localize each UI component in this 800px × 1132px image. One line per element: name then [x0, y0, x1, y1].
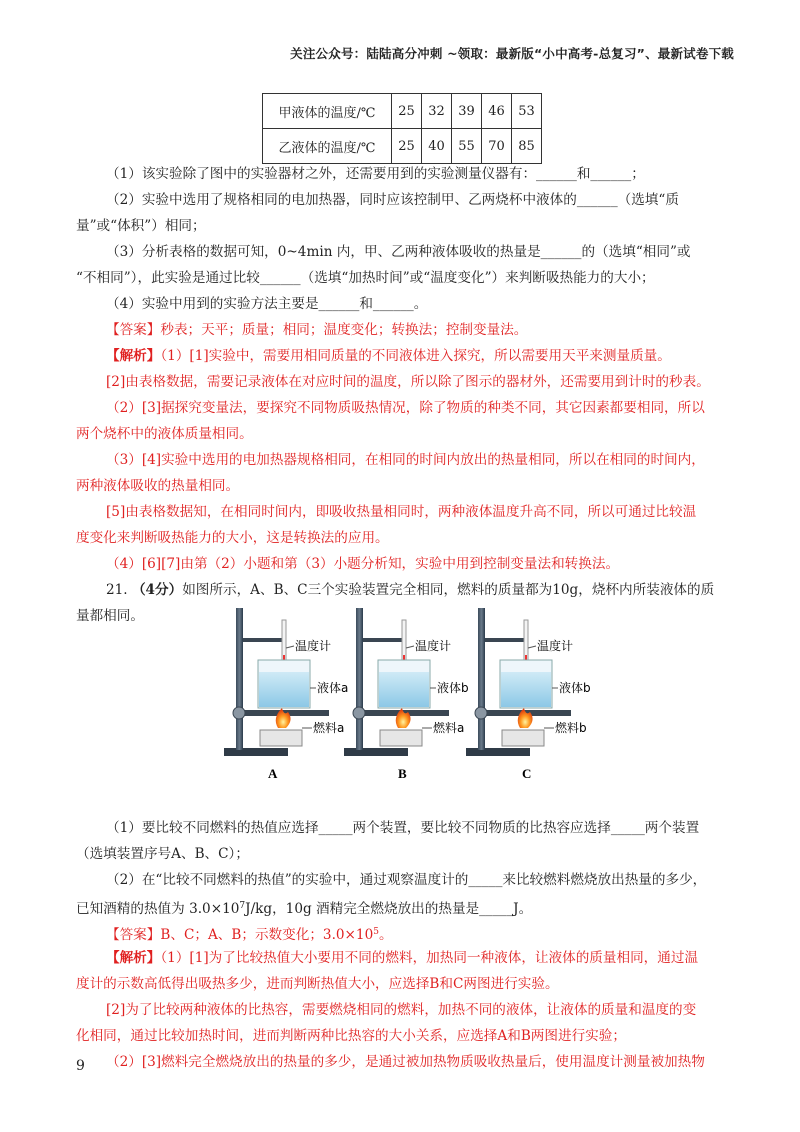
q20-analysis-4-cont: 两种液体吸收的热量相同。	[76, 478, 240, 494]
liquid	[379, 672, 429, 707]
label-thermometer-c: 温度计	[537, 639, 574, 653]
stand-base	[466, 748, 530, 756]
label-liquid-a: 液体a	[317, 681, 349, 695]
q20-part1: （1）该实验除了图中的实验器材之外，还需要用到的实验测量仪器有：______和______；	[106, 166, 645, 182]
analysis-tag: 【解析】	[106, 348, 161, 364]
label-fuel-a: 燃料a	[313, 721, 345, 735]
table-cell: 53	[512, 94, 542, 129]
q20-part4: （4）实验中用到的实验方法主要是______和______。	[106, 296, 428, 312]
label-fuel-b: 燃料a	[433, 721, 465, 735]
q20-analysis-4: （3）[4]实验中选用的电加热器规格相同，在相同的时间内放出的热量相同，所以在相同的时间内，	[106, 452, 705, 468]
clamp-knob	[475, 707, 487, 719]
q21-analysis-1	[106, 948, 698, 968]
q20-answer: 【答案】秒表；天平；质量；相同；温度变化；转换法；控制变量法。	[106, 322, 528, 338]
table-cell: 70	[482, 129, 512, 164]
label-liquid-b: 液体b	[437, 681, 469, 695]
q20-analysis-6: （4）[6][7]由第（2）小题和第（3）小题分析知，实验中用到控制变量法和转换法。	[106, 556, 620, 572]
page-number: 9	[76, 1058, 85, 1074]
table-cell: 55	[452, 129, 482, 164]
q20-analysis-5-cont: 度变化来判断吸热能力的大小，这是转换法的应用。	[76, 530, 389, 546]
stand-rod	[236, 608, 243, 750]
label-thermometer-a: 温度计	[295, 639, 332, 653]
fuel-burner	[380, 730, 422, 746]
clamp-knob	[353, 707, 365, 719]
question-score: （4分）	[131, 582, 183, 598]
table-cell: 乙液体的温度/℃	[263, 129, 392, 164]
fuel-burner	[502, 730, 544, 746]
exponent: 5	[373, 927, 379, 937]
q20-analysis-1	[106, 346, 671, 366]
label-thermometer-b: 温度计	[415, 639, 452, 653]
q21-stem-cont: 量都相同。	[76, 608, 144, 624]
exponent: 7	[239, 901, 246, 911]
q21-analysis-3: （2）[3]燃料完全燃烧放出的热量的多少，是通过被加热物质吸收热量后，使用温度计测量被加热物	[106, 1054, 705, 1070]
fuel-burner	[260, 730, 302, 746]
q20-part3-cont: “不相同”），此实验是通过比较______（选填“加热时间”或“温度变化”）来判断吸热能力的大小；	[76, 270, 655, 286]
label-liquid-c: 液体b	[559, 681, 591, 695]
stand-rod	[356, 608, 363, 750]
q20-part2-cont: 量”或“体积”）相同；	[76, 218, 206, 234]
text-segment: J/kg，10g 酒精完全燃烧放出的热量是_____J。	[245, 901, 533, 917]
stand-base	[224, 748, 288, 756]
q21-part1-cont: （选填装置序号A、B、C）；	[76, 846, 249, 862]
text-segment: 。	[378, 927, 393, 943]
caption-a: A	[268, 766, 278, 781]
analysis-text: （1）[1]实验中，需要用相同质量的不同液体进入探究，所以需要用天平来测量质量。	[160, 348, 671, 364]
question-number: 21.	[106, 582, 128, 598]
clamp-arm	[243, 638, 285, 642]
stand-base	[344, 748, 408, 756]
q20-analysis-3: （2）[3]据探究变量法，要探究不同物质吸热情况，除了物质的种类不同，其它因素都要相同，所以	[106, 400, 705, 416]
text-segment: 【答案】B、C；A、B；示数变化；3.0×10	[106, 927, 374, 943]
q21-answer	[106, 922, 393, 945]
table-cell: 25	[392, 129, 422, 164]
clamp-arm	[485, 638, 527, 642]
label-fuel-c: 燃料b	[555, 721, 587, 735]
table-cell: 40	[422, 129, 452, 164]
table-cell: 甲液体的温度/℃	[263, 94, 392, 129]
question-text: 如图所示，A、B、C三个实验装置完全相同，燃料的质量都为10g，烧杯内所装液体的质	[182, 582, 715, 598]
liquid	[259, 672, 309, 707]
q21-part2: （2）在“比较不同燃料的热值”的实验中，通过观察温度计的_____来比较燃料燃烧放出热量的多少，	[106, 872, 707, 888]
q20-part3: （3）分析表格的数据可知，0~4min 内，甲、乙两种液体吸收的热量是______的（选填“相同”或	[106, 244, 691, 260]
table-cell: 25	[392, 94, 422, 129]
analysis-tag: 【解析】	[106, 950, 161, 966]
q21-analysis-2: [2]为了比较两种液体的比热容，需要燃烧相同的燃料，加热不同的液体，让液体的质量和温度的变	[106, 1002, 697, 1018]
q20-analysis-5: [5]由表格数据知，在相同时间内，即吸收热量相同时，两种液体温度升高不同，所以可通过比较温	[106, 504, 697, 520]
q21-analysis-2-cont: 化相同，通过比较加热时间，进而判断两种比热容的大小关系，应选择A和B两图进行实验；	[76, 1028, 626, 1044]
q20-analysis-2: [2]由表格数据，需要记录液体在对应时间的温度，所以除了图示的器材外，还需要用到计时的秒表。	[106, 374, 710, 390]
q21-analysis-1-cont: 度计的示数高低得出吸热多少，进而判断热值大小，应选择B和C两图进行实验。	[76, 976, 559, 992]
liquid	[501, 672, 551, 707]
table-cell: 85	[512, 129, 542, 164]
table-cell: 32	[422, 94, 452, 129]
caption-b: B	[398, 766, 407, 781]
page-header: 关注公众号：陆陆高分冲刺 ~领取：最新版“小中高考-总复习”、最新试卷下载	[290, 46, 734, 61]
table-cell: 39	[452, 94, 482, 129]
table-row	[263, 94, 542, 129]
q21-stem	[106, 580, 714, 600]
table-cell: 46	[482, 94, 512, 129]
clamp-knob	[233, 707, 245, 719]
q20-part2: （2）实验中选用了规格相同的电加热器，同时应该控制甲、乙两烧杯中液体的______（选填“质	[106, 192, 679, 208]
caption-c: C	[522, 766, 532, 781]
clamp-arm	[363, 638, 405, 642]
stand-rod	[478, 608, 485, 750]
temperature-table	[262, 93, 542, 164]
text-segment: 已知酒精的热值为 3.0×10	[76, 901, 240, 917]
apparatus-figure	[222, 600, 742, 782]
analysis-text: （1）[1]为了比较热值大小要用不同的燃料，加热同一种液体，让液体的质量相同，通过温	[160, 950, 699, 966]
q20-analysis-3-cont: 两个烧杯中的液体质量相同。	[76, 426, 253, 442]
q21-part1: （1）要比较不同燃料的热值应选择_____两个装置，要比较不同物质的比热容应选择_____两个装置	[106, 820, 700, 836]
q21-part2-cont	[76, 896, 532, 919]
table-row	[263, 129, 542, 164]
